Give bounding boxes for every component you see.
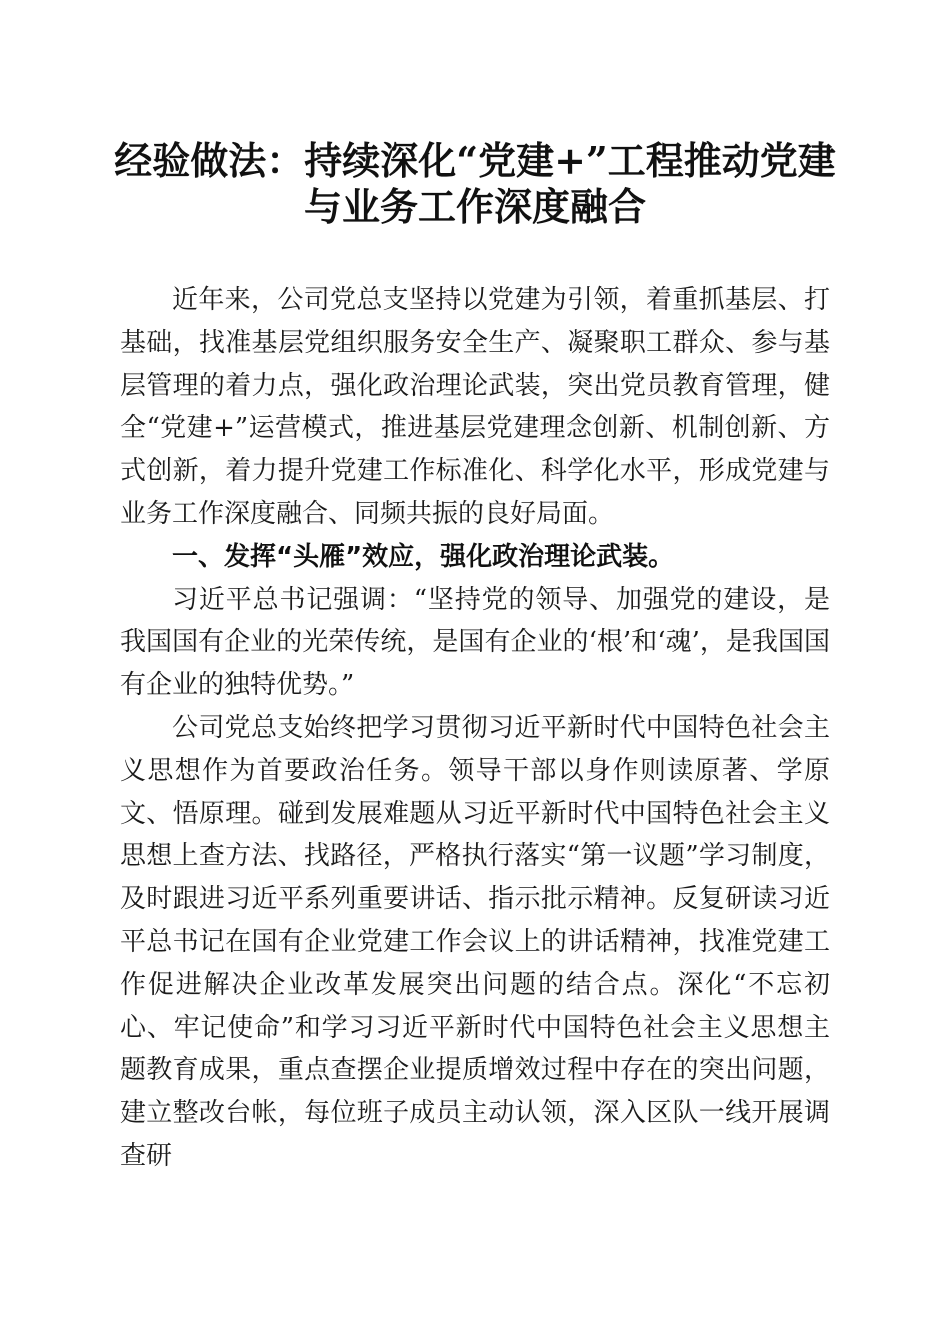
- title-line-2: 与业务工作深度融合: [303, 184, 646, 229]
- document-title: [100, 138, 850, 230]
- document-body: [120, 279, 830, 1178]
- title-line-1: 经验做法：持续深化“党建+”工程推动党建: [114, 138, 836, 183]
- intro-paragraph: 近年来，公司党总支坚持以党建为引领，着重抓基层、打基础，找准基层党组织服务安全生产、凝聚职工群众、参与基层管理的着力点，强化政治理论武装，突出党员教育管理，健全“党建+”运营模式，推进基层党建理念创新、机制创新、方式创新，着力提升党建工作标准化、科学化水平，形成党建与业务工作深度融合、同频共振的良好局面。: [120, 285, 830, 529]
- body-paragraph: 公司党总支始终把学习贯彻习近平新时代中国特色社会主义思想作为首要政治任务。领导干部以身作则读原著、学原文、悟原理。碰到发展难题从习近平新时代中国特色社会主义思想上查方法、找路径，严格执行落实“第一议题”学习制度，及时跟进习近平系列重要讲话、指示批示精神。反复研读习近平总书记在国有企业党建工作会议上的讲话精神，找准党建工作促进解决企业改革发展突出问题的结合点。深化“不忘初心、牢记使命”和学习习近平新时代中国特色社会主义思想主题教育成果，重点查摆企业提质增效过程中存在的突出问题，建立整改台帐，每位班子成员主动认领，深入区队一线开展调查研: [120, 712, 830, 1171]
- quote-paragraph: 习近平总书记强调：“坚持党的领导、加强党的建设，是我国国有企业的光荣传统，是国有企业的‘根’和‘魂’，是我国国有企业的独特优势。”: [120, 584, 830, 701]
- section-heading-1: 一、发挥“头雁”效应，强化政治理论武装。: [172, 541, 675, 572]
